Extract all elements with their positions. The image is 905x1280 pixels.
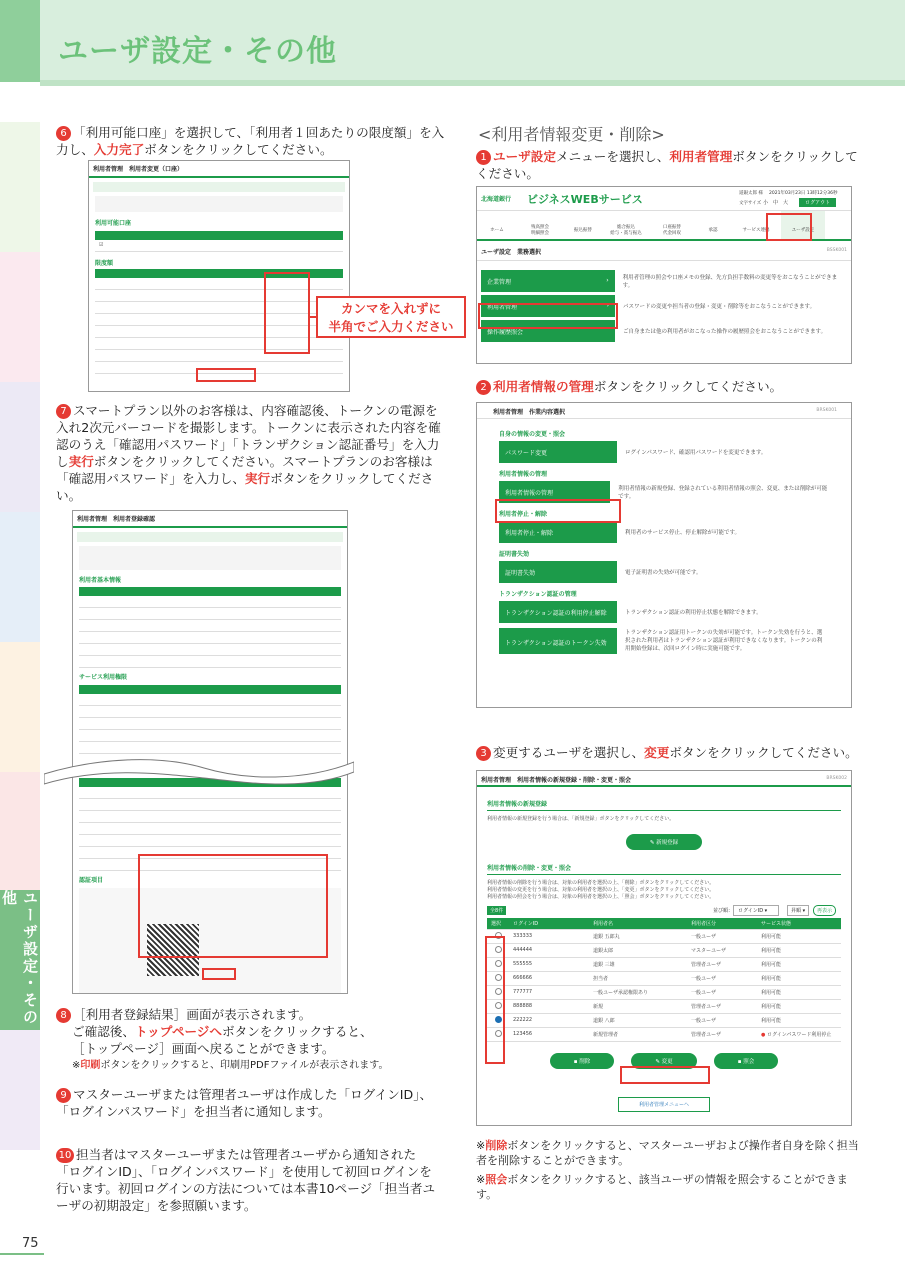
page-number-rule: [0, 1253, 44, 1255]
font-size-large-button[interactable]: 大: [783, 200, 789, 206]
highlight-user-mgmt-button: [478, 303, 618, 329]
user-info-mgmt-button[interactable]: 利用者情報の管理: [499, 481, 610, 503]
history-button[interactable]: 操作履歴照会: [481, 320, 615, 342]
user-table: [487, 918, 841, 1042]
side-tab-active: ユーザ設定・その他: [0, 890, 40, 1030]
note-delete: ※削除ボタンをクリックすると、マスターユーザおよび操作者自身を除く担当者を削除することができます。: [476, 1139, 859, 1167]
side-tab-2: [0, 252, 40, 382]
tx-token-revoke-button[interactable]: トランザクション認証のトークン失効: [499, 628, 617, 654]
table-cell: 利用可能: [757, 929, 841, 943]
step-number: 6: [56, 126, 71, 141]
nav-bulk-transfer[interactable]: 総合振込 給与・賞与振込: [610, 225, 642, 236]
table-cell: 道銀 八郎: [589, 1013, 687, 1027]
menu-user-mgmt: 利用者管理 › パスワードの変更や担当者の登録・変更・削除等をおこなうことができます。: [481, 295, 847, 317]
table-cell: 888888: [509, 999, 589, 1013]
cert-revoke-button[interactable]: 証明書失効: [499, 561, 617, 583]
step-1: 1 ユーザ設定メニューを選択し、利用者管理ボタンをクリックしてください。: [476, 149, 858, 181]
table-header: 選択 ログインID 利用者名 利用者区分 サービス状態: [487, 918, 841, 929]
nav-approval[interactable]: 承認: [708, 228, 718, 233]
step-number: 2: [476, 380, 491, 395]
nav-account-transfer[interactable]: 口座振替 代金回収: [663, 225, 681, 236]
order-select[interactable]: 昇順 ▾: [787, 905, 809, 916]
page-title: ユーザ設定・その他: [58, 34, 337, 69]
step-number: 1: [476, 150, 491, 165]
side-tab-3: [0, 382, 40, 512]
header-band: [40, 80, 905, 86]
step-8: 8 ［利用者登録結果］画面が表示されます。 ご確認後、トップページへボタンをクリックすると、 ［トップページ］画面へ戻ることができます。 ※印刷ボタンをクリックすると、印刷用PDFファイルが表示されます。: [56, 1006, 448, 1074]
highlight-user-info-mgmt: [495, 499, 621, 523]
table-cell: 一般ユーザ承認権限あり: [589, 985, 687, 999]
step-number: 9: [56, 1088, 71, 1103]
service-name: ビジネスWEBサービス: [527, 193, 643, 206]
font-size-small-button[interactable]: 小: [763, 200, 769, 206]
side-tab-4: [0, 512, 40, 642]
view-button[interactable]: ▪ 照会: [714, 1053, 779, 1069]
step-2: 2 利用者情報の管理ボタンをクリックしてください。: [476, 378, 866, 395]
menu-corporate: 企業管理 › 利用者管理の照会や口座メモの登録、先方負担手数料の変更等をおこなうことができます。: [481, 270, 847, 292]
page-number: 75: [22, 1236, 39, 1251]
side-tab-8: [0, 1030, 40, 1150]
highlight-limit-fields: [264, 272, 310, 354]
highlight-auth-fields: [138, 854, 328, 958]
step-number: 10: [56, 1148, 74, 1163]
alert-icon: ●: [761, 1031, 766, 1038]
table-cell: 777777: [509, 985, 589, 999]
user-mgmt-button[interactable]: 利用者管理 ›: [481, 295, 615, 317]
nav-service-link[interactable]: サービス連携: [742, 228, 770, 233]
table-row[interactable]: [487, 971, 841, 985]
section-title: <利用者情報変更・削除>: [478, 125, 665, 144]
highlight-change-button: [620, 1066, 710, 1084]
table-cell: 123456: [509, 1027, 589, 1041]
step-9: 9 マスターユーザまたは管理者ユーザは作成した「ログインID」、「ログインパスワード」を担当者に通知します。: [56, 1087, 433, 1119]
header-tab: [0, 0, 40, 82]
table-cell: 担当者: [589, 971, 687, 985]
side-tab-5: [0, 642, 40, 772]
screenshot-user-list: 利用者管理 利用者情報の新規登録・削除・変更・照会 BRSK002 利用者情報の新規登録 利用者情報の新規登録を行う場合は、「新規登録」ボタンをクリックしてください。 ✎ 新規登録 利用者情報の削除・変更・照会 利用者情報の削除を行う場合は、対象の利用者を選択の上、「削除」ボタンをクリックしてください。 利用者情報の変更を行う場合は、対象の利用者を選択の上、「変更」ボタンをクリックしてください。 利用者情報の照会を行う場合は、対象の利用者を選択の上、「照会」ボタンをクリックしてください。 全8件 並び順： ログインID ▾ 昇順 ▾ 再表示 選択 ログインID 利用者名 利用者区分 サービス状態 333333 道銀 五郎丸 一般ユーザ 利用可能 444444 道銀太郎 マスターユーザ 利用可能 555555 道銀 三雄 管理者ユーザ 利用可能 666666 担当者 一般ユーザ 利用可能 777777 一般ユーザ承認権限あり 一般ユーザ 利用可能 888888 新規 管理者ユーザ 利用可能 222222 道銀 八郎 一般ユーザ 利用可能 123456 新規管理者 管理者ユーザ ● ログインパスワード利用停止 ▪ 削除 ✎ 変更 ▪ 照会 利用者管理メニューへ: [476, 770, 852, 1126]
callout-note: カンマを入れずに 半角でご入力ください: [316, 296, 466, 338]
logout-button[interactable]: ログアウト: [799, 198, 836, 207]
table-row[interactable]: [487, 1013, 841, 1027]
highlight-radio-column: [485, 936, 505, 1064]
step-number: 7: [56, 404, 71, 419]
table-row[interactable]: [487, 943, 841, 957]
sort-select[interactable]: ログインID ▾: [733, 905, 779, 916]
resort-button[interactable]: 再表示: [813, 905, 836, 916]
screenshot-limit-input: 利用者管理 利用者変更（口座） 利用可能口座 ☑ 限度額: [88, 160, 350, 392]
table-cell: 利用可能: [757, 985, 841, 999]
table-row[interactable]: [487, 985, 841, 999]
table-row[interactable]: [487, 957, 841, 971]
screenshot-user-settings: 北海道銀行 ビジネスWEBサービス 道銀太郎 様 2021年03月23日 13時12分36秒 文字サイズ 小 中 大 ログアウト ホーム 残高照会 明細照会 振込振替 総合振込 給与・賞与振込 口座振替 代金回収 承認 サービス連携 ユーザ設定 ユーザ設定 業務選択 BSSK001 企業管理 › 利用者管理の照会や口座メモの登録、先方負担手数料の変更等をおこなうことができます。 利用者管理 › パスワードの変更や担当者の登録・変更・削除等をおこなうことができます。 操作履歴照会 ご自身または他の利用者がおこなった操作の履歴照会をおこなうことができます。: [476, 186, 852, 364]
page-header: [0, 0, 905, 82]
table-cell: ● ログインパスワード利用停止: [757, 1027, 841, 1041]
table-cell: 利用可能: [757, 1013, 841, 1027]
step-3: 3 変更するユーザを選択し、変更ボタンをクリックしてください。: [476, 744, 866, 761]
table-cell: 222222: [509, 1013, 589, 1027]
table-cell: 一般ユーザ: [687, 971, 757, 985]
tx-auth-unlock-button[interactable]: トランザクション認証の利用停止解除: [499, 601, 617, 623]
nav-balance[interactable]: 残高照会 明細照会: [531, 225, 549, 236]
step-6: 6 「利用可能口座」を選択して、「利用者１回あたりの限度額」を入力し、入力完了ボタンをクリックしてください。: [56, 125, 445, 157]
user-suspend-button[interactable]: 利用者停止・解除: [499, 521, 617, 543]
step-7: 7 スマートプラン以外のお客様は、内容確認後、トークンの電源を入れ2次元バーコードを撮影します。トークンに表示された内容を確認のうえ「確認用パスワード」「トランザクション認証番号」を入力し実行ボタンをクリックしてください。スマートプランのお客様は「確認用パスワード」を入力し、実行ボタンをクリックしてください。: [56, 403, 441, 503]
font-size-mid-button[interactable]: 中: [773, 200, 779, 206]
table-cell: 利用可能: [757, 957, 841, 971]
screenshot-task-select: 利用者管理 作業内容選択 BRSK001 自身の情報の変更・照会 パスワード変更 ログインパスワード、確認用パスワードを変更できます。 利用者情報の管理 利用者情報の管理 利用者情報の新規登録、登録されている利用者情報の照会、変更、または削除が可能です。 利用者停止・解除 利用者停止・解除 利用者のサービス停止、停止解除が可能です。 証明書失効 証明書失効 電子証明書の失効が可能です。 トランザクション認証の管理 トランザクション認証の利用停止解除 トランザクション認証の利用停止状態を解除できます。 トランザクション認証のトークン失効 トランザクション認証用トークンの失効が可能です。トークン失効を行うと、選択された利用者はトランザクション認証が利用できなくなります。トークンの利用開始登録は、次回ログイン時に実施可能です。: [476, 402, 852, 708]
table-cell: 道銀太郎: [589, 943, 687, 957]
menu-history: 操作履歴照会 ご自身または他の利用者がおこなった操作の履歴照会をおこなうことができます。: [481, 320, 847, 342]
table-row[interactable]: [487, 1027, 841, 1041]
table-cell: 333333: [509, 929, 589, 943]
table-cell: 一般ユーザ: [687, 929, 757, 943]
nav-user-settings[interactable]: ユーザ設定: [781, 211, 825, 239]
note-view: ※照会ボタンをクリックすると、該当ユーザの情報を照会することができます。: [476, 1173, 848, 1201]
step-number: 3: [476, 746, 491, 761]
new-register-button[interactable]: ✎ 新規登録: [626, 834, 702, 850]
table-row[interactable]: [487, 999, 841, 1013]
table-cell: 管理者ユーザ: [687, 1027, 757, 1041]
table-cell: 新規: [589, 999, 687, 1013]
highlight-exec-button: [202, 968, 236, 980]
table-cell: 一般ユーザ: [687, 985, 757, 999]
step-10: 10 担当者はマスターユーザまたは管理者ユーザから通知された「ログインID」、「ログインパスワード」を使用して初回ログインを行います。初回ログインの方法については本書10ページ「担当者ユーザの初期設定」を参照願います。: [56, 1147, 436, 1213]
table-cell: 道銀 三雄: [589, 957, 687, 971]
step-number: 8: [56, 1008, 71, 1023]
side-tab-1: [0, 122, 40, 252]
highlight-user-settings-tab: [766, 213, 812, 241]
break-wave: [44, 752, 354, 786]
table-cell: 666666: [509, 971, 589, 985]
password-change-button[interactable]: パスワード変更: [499, 441, 617, 463]
table-cell: 管理者ユーザ: [687, 999, 757, 1013]
table-cell: 555555: [509, 957, 589, 971]
delete-button[interactable]: ▪ 削除: [550, 1053, 615, 1069]
table-cell: 444444: [509, 943, 589, 957]
count-badge: 全8件: [487, 906, 506, 915]
nav-transfer[interactable]: 振込振替: [574, 228, 592, 233]
screenshot-confirm: 利用者管理 利用者登録確認 利用者基本情報 サービス利用権限 認証項目: [72, 510, 348, 994]
table-cell: 利用可能: [757, 971, 841, 985]
change-button[interactable]: ✎ 変更: [631, 1053, 696, 1069]
nav-home[interactable]: ホーム: [490, 228, 504, 233]
table-cell: 一般ユーザ: [687, 1013, 757, 1027]
table-row[interactable]: [487, 929, 841, 943]
bank-logo: 北海道銀行: [481, 196, 512, 203]
table-cell: 利用可能: [757, 999, 841, 1013]
table-cell: 管理者ユーザ: [687, 957, 757, 971]
side-tab-6: [0, 772, 40, 890]
user-mgmt-menu-button[interactable]: 利用者管理メニューへ: [618, 1097, 710, 1112]
table-cell: 道銀 五郎丸: [589, 929, 687, 943]
highlight-done-button: [196, 368, 256, 382]
table-cell: 新規管理者: [589, 1027, 687, 1041]
corporate-mgmt-button[interactable]: 企業管理 ›: [481, 270, 615, 292]
table-cell: マスターユーザ: [687, 943, 757, 957]
table-cell: 利用可能: [757, 943, 841, 957]
